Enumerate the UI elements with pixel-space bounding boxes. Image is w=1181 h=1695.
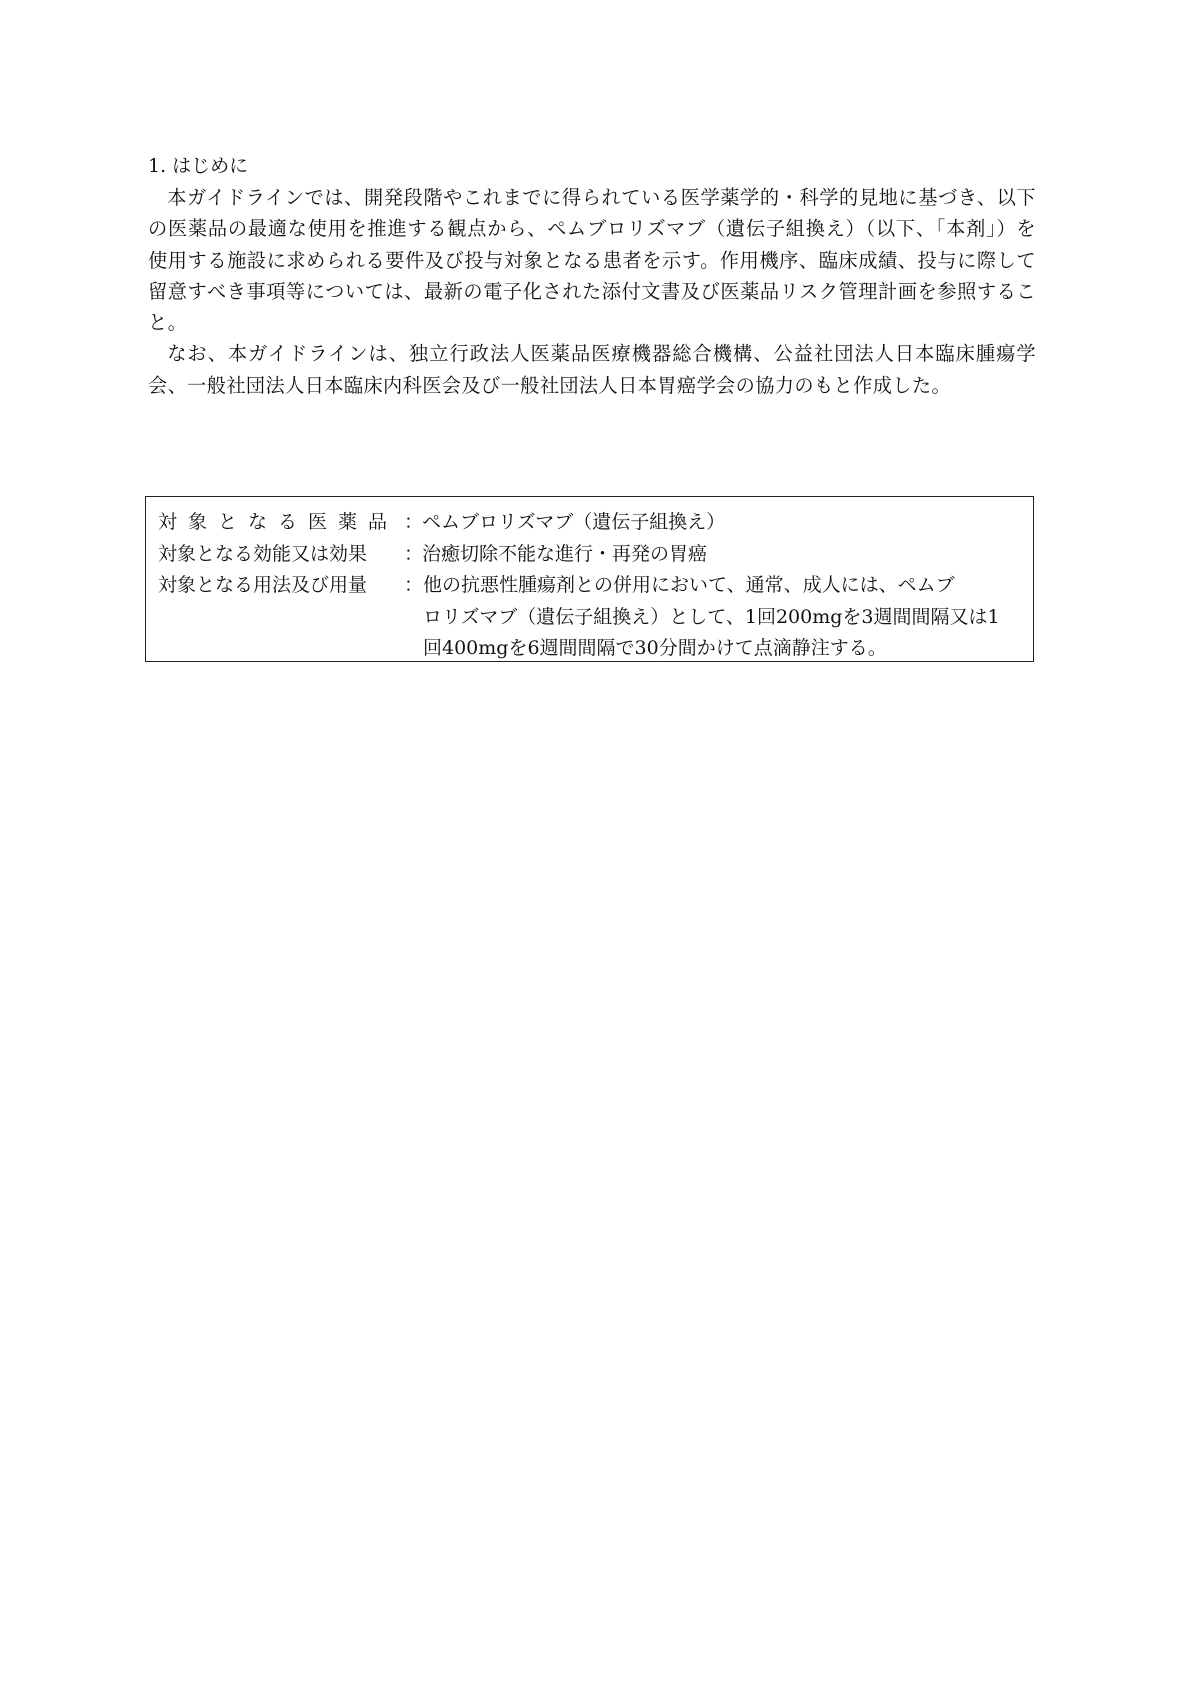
indication-label: 対象となる効能又は効果: [158, 542, 368, 565]
drug-row: [158, 507, 725, 539]
drug-label: 対象となる医薬品: [158, 511, 399, 533]
dosage-line-1: 他の抗悪性腫瘍剤との併用において、通常、成人には、ペムブ: [423, 574, 955, 596]
indication-row: [158, 539, 707, 571]
drug-colon: ：: [404, 511, 424, 533]
drug-info-box: [145, 496, 1034, 662]
dosage-colon: ：: [404, 574, 424, 596]
intro-paragraph-1: 本ガイドラインでは、開発段階やこれまでに得られている医学薬学的・科学的見地に基づき、以下の医薬品の最適な使用を推進する観点から、ペムブロリズマブ（遺伝子組換え）（以下、「本剤」）を使用する施設に求められる要件及び投与対象となる患者を示す。作用機序、臨床成績、投与に際して留意すべき事項等については、最新の電子化された添付文書及び医薬品リスク管理計画を参照すること。: [148, 186, 1036, 335]
intro-paragraph-2: なお、本ガイドラインは、独立行政法人医薬品医療機器総合機構、公益社団法人日本臨床腫瘍学会、一般社団法人日本臨床内科医会及び一般社団法人日本胃癌学会の協力のもと作成した。: [148, 342, 1036, 397]
dosage-line-3: 回400mgを6週間間隔で30分間かけて点滴静注する。: [423, 637, 887, 659]
indication-value: 治癒切除不能な進行・再発の胃癌: [422, 542, 708, 565]
section-heading: 1. はじめに: [148, 155, 249, 177]
dosage-value: [423, 570, 1021, 665]
dosage-row: [158, 570, 422, 602]
drug-value: ペムブロリズマブ（遺伝子組換え）: [422, 511, 726, 533]
indication-colon: ：: [404, 542, 424, 565]
document-body: [148, 150, 1036, 401]
dosage-line-2: ロリズマブ（遺伝子組換え）として、1回200mgを3週間間隔又は1: [423, 605, 1000, 628]
dosage-label: 対象となる用法及び用量: [158, 574, 368, 596]
